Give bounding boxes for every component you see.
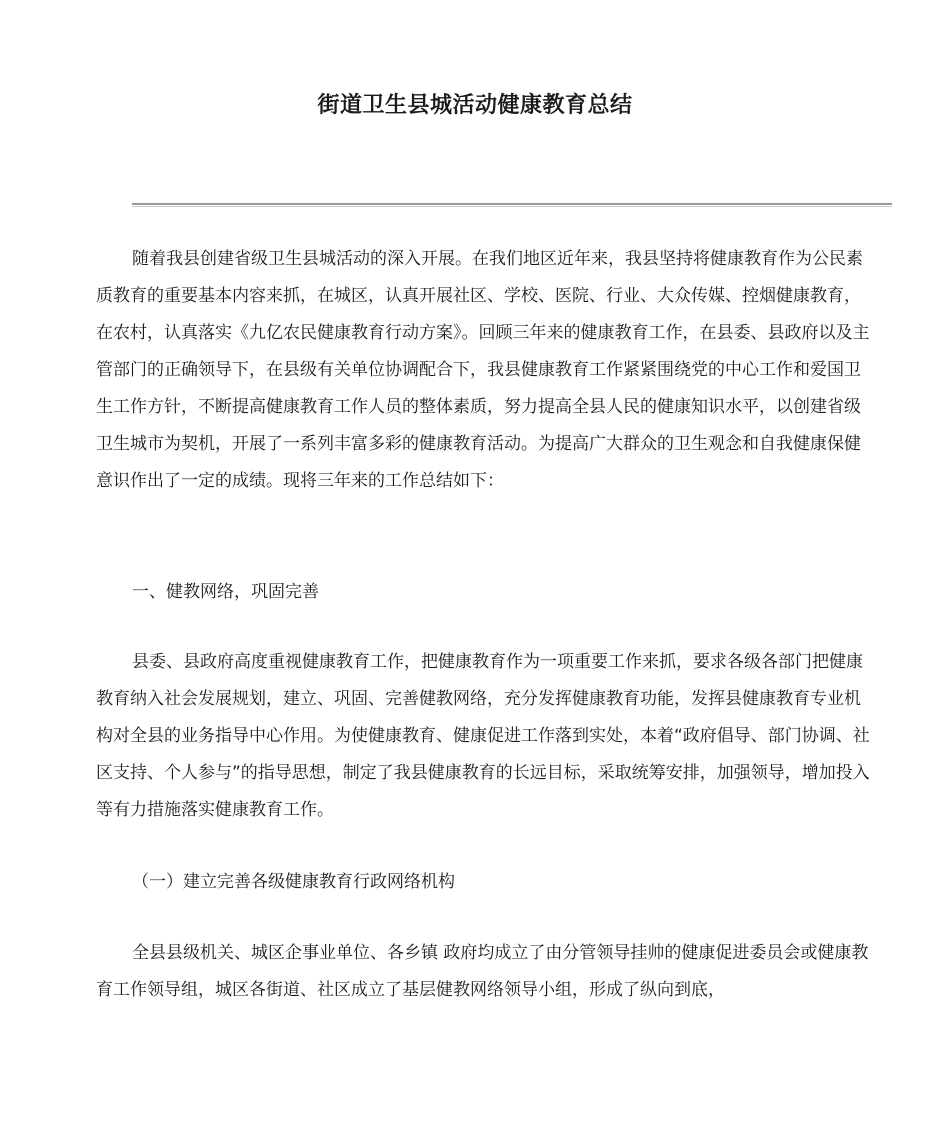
section-1 (96, 574, 876, 611)
section-1-heading: 一、健教网络，巩固完善 (132, 582, 319, 602)
title-divider (132, 203, 892, 207)
subsection-1-content (96, 935, 876, 1009)
document-title: 街道卫生县城活动健康教育总结 (317, 93, 633, 118)
intro-paragraph: 随着我县创建省级卫生县城活动的深入开展。在我们地区近年来，我县坚持将健康教育作为公民素质教育的重要基本内容来抓，在城区，认真开展社区、学校、医院、行业、大众传媒、控烟健康教育，在农村，认真落实《九亿农民健康教育行动方案》。回顾三年来的健康教育工作，在县委、县政府以及主管部门的正确领导下，在县级有关单位协调配合下，我县健康教育工作紧紧围绕党的中心工作和爱国卫生工作方针，不断提高健康教育工作人员的整体素质，努力提高全县人民的健康知识水平，以创建省级卫生城市为契机，开展了一系列丰富多彩的健康教育活动。为提高广大群众的卫生观念和自我健康保健意识作出了一定的成绩。现将三年来的工作总结如下： (96, 249, 870, 491)
subsection-1 (96, 864, 876, 901)
section-1-content (96, 644, 876, 829)
subsection-1-paragraph: 全县县级机关、城区企事业单位、各乡镇 政府均成立了由分管领导挂帅的健康促进委员会或健康教育工作领导组，城区各街道、社区成立了基层健教网络领导小组，形成了纵向到底， (96, 943, 869, 1000)
document-body (96, 241, 876, 500)
section-1-paragraph: 县委、县政府高度重视健康教育工作，把健康教育作为一项重要工作来抓，要求各级各部门把健康教育纳入社会发展规划，建立、巩固、完善健教网络，充分发挥健康教育功能，发挥县健康教育专业机构对全县的业务指导中心作用。为使健康教育、健康促进工作落到实处，本着“政府倡导、部门协调、社区支持、个人参与”的指导思想，制定了我县健康教育的长远目标，采取统筹安排，加强领导，增加投入等有力措施落实健康教育工作。 (96, 652, 870, 820)
subsection-1-heading: （一）建立完善各级健康教育行政网络机构 (132, 872, 455, 892)
